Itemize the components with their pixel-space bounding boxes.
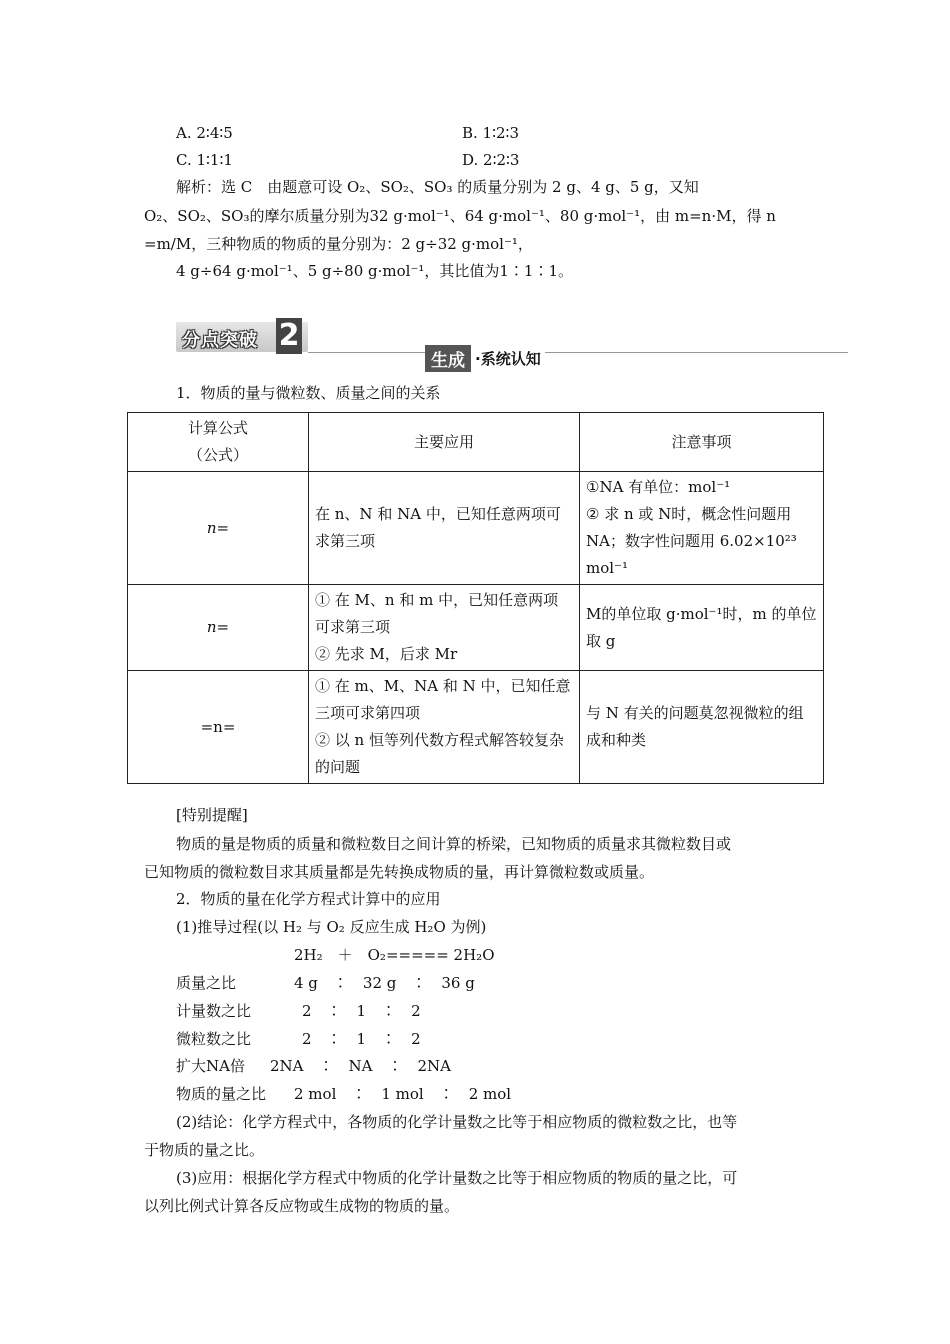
solution-line-2: O₂、SO₂、SO₃的摩尔质量分别为32 g·mol⁻¹、64 g·mol⁻¹、80 g·mol⁻¹，由 m=n·M，得 n <box>144 207 776 225</box>
heading-2: 2．物质的量在化学方程式计算中的应用 <box>176 890 441 908</box>
heading-1: 1．物质的量与微粒数、质量之间的关系 <box>176 384 441 402</box>
table-cell-formula: n= <box>128 472 309 585</box>
section-number: 2 <box>276 318 302 354</box>
application-line-2: 以列比例式计算各反应物或生成物的物质的量。 <box>144 1197 460 1215</box>
section-rule <box>308 352 848 353</box>
derivation-values: 2 ∶ 1 ∶ 2 <box>302 1030 421 1048</box>
table-cell-note: 与 N 有关的问题莫忽视微粒的组成和种类 <box>580 671 824 784</box>
derivation-title: (1)推导过程(以 H₂ 与 O₂ 反应生成 H₂O 为例) <box>176 918 487 936</box>
derivation-values: 2 ∶ 1 ∶ 2 <box>302 1002 421 1020</box>
table-header-row <box>128 413 824 472</box>
sub-badge <box>425 345 545 371</box>
relation-table <box>127 412 824 784</box>
conclusion-line-1: (2)结论：化学方程式中，各物质的化学计量数之比等于相应物质的微粒数之比，也等 <box>176 1113 738 1131</box>
option-d: D. 2∶2∶3 <box>462 151 520 169</box>
option-c: C. 1∶1∶1 <box>176 151 233 169</box>
table-cell-formula: =n= <box>128 671 309 784</box>
derivation-values: 2NA ∶ NA ∶ 2NA <box>270 1057 451 1075</box>
remark-title: [特别提醒] <box>176 806 248 824</box>
solution-line-3: =m/M，三种物质的物质的量分别为：2 g÷32 g·mol⁻¹， <box>144 235 533 253</box>
option-b: B. 1∶2∶3 <box>462 124 519 142</box>
table-cell-use: 在 n、N 和 NA 中，已知任意两项可求第三项 <box>309 472 580 585</box>
table-row <box>128 472 824 585</box>
table-cell-use: ① 在 M、n 和 m 中，已知任意两项可求第三项 ② 先求 M，后求 Mr <box>309 585 580 671</box>
table-header-formula: 计算公式 （公式） <box>128 413 309 472</box>
application-line-1: (3)应用：根据化学方程式中物质的化学计量数之比等于相应物质的物质的量之比，可 <box>176 1169 738 1187</box>
remark-line-1: 物质的量是物质的质量和微粒数目之间计算的桥梁，已知物质的质量求其微粒数目或 <box>176 835 732 853</box>
option-a: A. 2∶4∶5 <box>176 124 233 142</box>
sub-badge-rest: ·系统认知 <box>475 349 541 368</box>
table-header-use: 主要应用 <box>309 413 580 472</box>
table-cell-formula: n= <box>128 585 309 671</box>
derivation-label: 扩大NA倍 <box>176 1057 245 1075</box>
remark-line-2: 已知物质的微粒数目求其质量都是先转换成物质的量，再计算微粒数或质量。 <box>144 863 655 881</box>
section-badge-text: 分点突破 <box>182 330 258 351</box>
derivation-label: 微粒数之比 <box>176 1030 252 1048</box>
derivation-label: 质量之比 <box>176 974 237 992</box>
table-row <box>128 585 824 671</box>
table-cell-note: M的单位取 g·mol⁻¹时，m 的单位取 g <box>580 585 824 671</box>
solution-line-1: 解析：选 C 由题意可设 O₂、SO₂、SO₃ 的质量分别为 2 g、4 g、5 g，又知 <box>176 178 699 196</box>
derivation-label: 计量数之比 <box>176 1002 252 1020</box>
section-badge <box>176 318 308 353</box>
derivation-label: 物质的量之比 <box>176 1085 267 1103</box>
table-cell-note: ①NA 有单位：mol⁻¹ ② 求 n 或 N时，概念性问题用 NA；数字性问题用 6.02×10²³ mol⁻¹ <box>580 472 824 585</box>
table-header-note: 注意事项 <box>580 413 824 472</box>
conclusion-line-2: 于物质的量之比。 <box>144 1141 265 1159</box>
derivation-values: 4 g ∶ 32 g ∶ 36 g <box>294 974 475 992</box>
solution-line-4: 4 g÷64 g·mol⁻¹、5 g÷80 g·mol⁻¹，其比值为1∶1∶1。 <box>176 262 574 280</box>
table-row <box>128 671 824 784</box>
derivation-values: 2 mol ∶ 1 mol ∶ 2 mol <box>294 1085 512 1103</box>
equation: 2H₂ ＋ O₂===== 2H₂O <box>294 946 495 964</box>
sub-badge-box: 生成 <box>425 345 471 372</box>
table-cell-use: ① 在 m、M、NA 和 N 中，已知任意三项可求第四项 ② 以 n 恒等列代数方程式解答较复杂的问题 <box>309 671 580 784</box>
